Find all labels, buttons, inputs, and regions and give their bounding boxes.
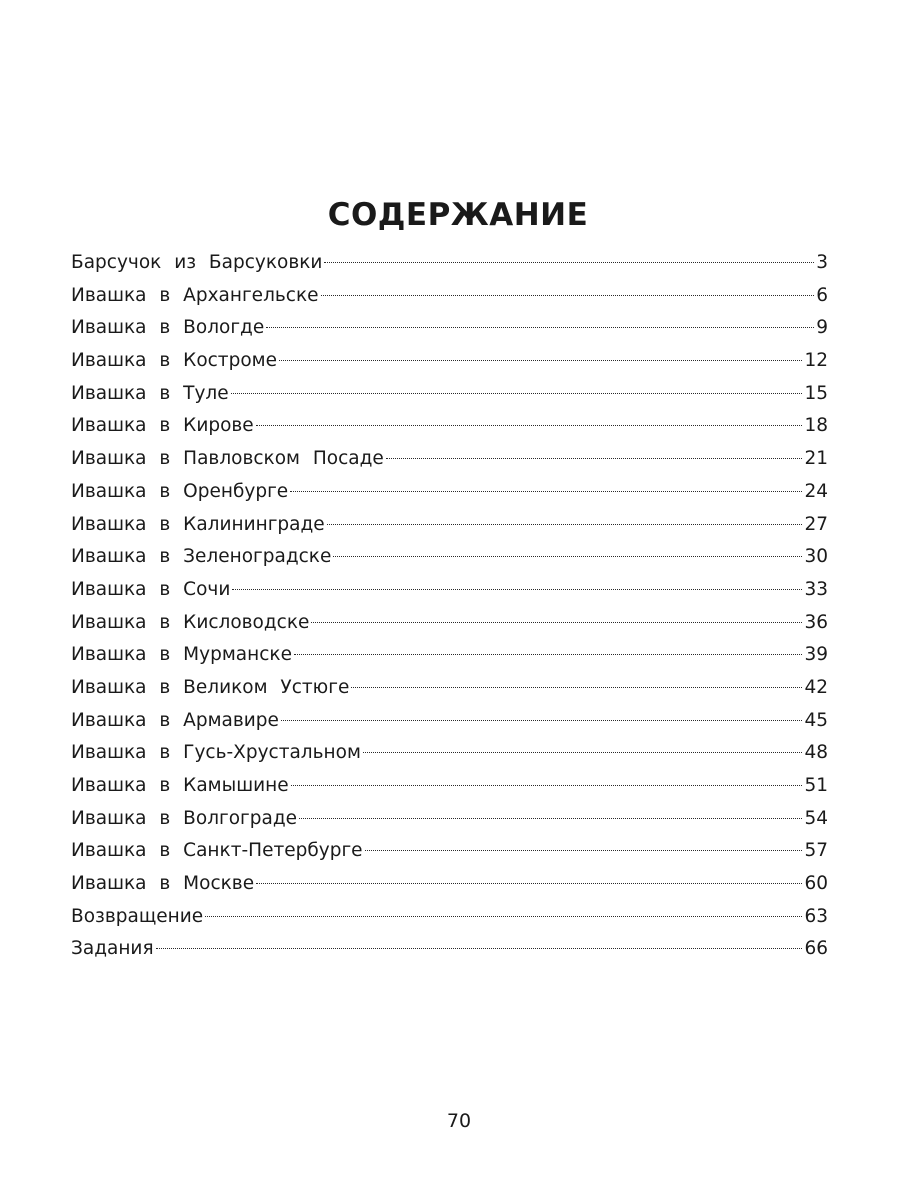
toc-entry xyxy=(71,607,828,640)
toc-entry xyxy=(71,639,828,672)
toc-entry xyxy=(71,509,828,542)
toc-entry-page: 24 xyxy=(804,480,828,502)
toc-entry-page: 42 xyxy=(804,676,828,698)
dot-leader xyxy=(327,524,803,525)
toc-entry xyxy=(71,247,828,280)
toc-entry-title: Ивашка в Костроме xyxy=(71,350,277,372)
toc-entry-title: Ивашка в Вологде xyxy=(71,317,265,339)
toc-entry xyxy=(71,672,828,705)
toc-entry-page: 45 xyxy=(804,709,828,731)
toc-entry-title: Ивашка в Гусь-Хрустальном xyxy=(71,742,361,764)
toc-entry-page: 33 xyxy=(804,578,828,600)
dot-leader xyxy=(321,295,815,296)
toc-entry-page: 27 xyxy=(804,513,828,535)
toc-entry-title: Ивашка в Великом Устюге xyxy=(71,676,350,698)
dot-leader xyxy=(365,850,803,851)
dot-leader xyxy=(232,589,802,590)
toc-entry-title: Ивашка в Туле xyxy=(71,382,229,404)
toc-entry-title: Ивашка в Кисловодске xyxy=(71,611,310,633)
dot-leader xyxy=(290,491,802,492)
toc-entry-page: 63 xyxy=(804,905,828,927)
toc-entry-title: Ивашка в Калининграде xyxy=(71,513,325,535)
toc-entry xyxy=(71,901,828,934)
toc-entry-title: Ивашка в Волгограде xyxy=(71,807,298,829)
toc-entry-page: 9 xyxy=(816,317,828,339)
toc-entry xyxy=(71,835,828,868)
toc-entry xyxy=(71,541,828,574)
dot-leader xyxy=(324,262,814,263)
toc-entry-page: 6 xyxy=(816,284,828,306)
dot-leader xyxy=(256,883,802,884)
toc-entry-title: Ивашка в Москве xyxy=(71,873,255,895)
dot-leader xyxy=(299,818,802,819)
toc-entry-page: 60 xyxy=(804,873,828,895)
toc-entry xyxy=(71,312,828,345)
dot-leader xyxy=(333,556,802,557)
toc-entry xyxy=(71,705,828,738)
toc-entry-page: 48 xyxy=(804,742,828,764)
toc-entry-title: Ивашка в Сочи xyxy=(71,578,231,600)
toc-entry-title: Ивашка в Архангельске xyxy=(71,284,319,306)
toc-entry xyxy=(71,737,828,770)
dot-leader xyxy=(156,948,803,949)
toc-entry xyxy=(71,443,828,476)
dot-leader xyxy=(351,687,802,688)
toc-entry xyxy=(71,803,828,836)
toc-entry-title: Ивашка в Мурманске xyxy=(71,644,292,666)
toc-entry-page: 12 xyxy=(804,350,828,372)
toc-entry-page: 57 xyxy=(804,840,828,862)
dot-leader xyxy=(363,752,803,753)
toc-entry-page: 51 xyxy=(804,775,828,796)
dot-leader xyxy=(281,720,803,721)
toc-entry xyxy=(71,378,828,411)
toc-entry-title: Задания xyxy=(71,938,154,960)
toc-entry-title: Возвращение xyxy=(71,905,204,927)
toc-entry-page: 66 xyxy=(804,938,828,960)
toc-entry-page: 15 xyxy=(804,382,828,404)
page-number: 70 xyxy=(446,1110,472,1132)
toc-entry-page: 39 xyxy=(804,644,828,666)
dot-leader xyxy=(279,360,802,361)
dot-leader xyxy=(256,425,803,426)
toc-entry xyxy=(71,933,828,966)
toc-entry-title: Ивашка в Армавире xyxy=(71,709,279,731)
toc-entry xyxy=(71,770,828,803)
toc-entry xyxy=(71,345,828,378)
table-of-contents xyxy=(71,247,828,966)
toc-entry-page: 21 xyxy=(804,448,828,470)
toc-entry xyxy=(71,280,828,313)
dot-leader xyxy=(231,393,803,394)
toc-entry-title: Ивашка в Кирове xyxy=(71,415,254,437)
dot-leader xyxy=(291,785,803,786)
toc-entry xyxy=(71,410,828,443)
toc-entry-title: Барсучок из Барсуковки xyxy=(71,252,323,273)
toc-entry xyxy=(71,868,828,901)
toc-entry-page: 54 xyxy=(804,807,828,829)
dot-leader xyxy=(205,916,802,917)
toc-entry xyxy=(71,574,828,607)
toc-entry-title: Ивашка в Санкт-Петербурге xyxy=(71,840,363,862)
dot-leader xyxy=(311,622,802,623)
toc-entry-title: Ивашка в Павловском Посаде xyxy=(71,448,384,470)
toc-entry xyxy=(71,476,828,509)
toc-entry-page: 18 xyxy=(804,415,828,437)
toc-entry-title: Ивашка в Оренбурге xyxy=(71,480,289,502)
toc-entry-page: 3 xyxy=(816,252,828,273)
dot-leader xyxy=(294,654,803,655)
page-title: СОДЕРЖАНИЕ xyxy=(327,196,589,233)
toc-entry-page: 30 xyxy=(804,546,828,568)
dot-leader xyxy=(386,458,803,459)
toc-entry-page: 36 xyxy=(804,611,828,633)
toc-entry-title: Ивашка в Зеленоградске xyxy=(71,546,332,568)
toc-entry-title: Ивашка в Камышине xyxy=(71,775,289,796)
dot-leader xyxy=(266,327,814,328)
